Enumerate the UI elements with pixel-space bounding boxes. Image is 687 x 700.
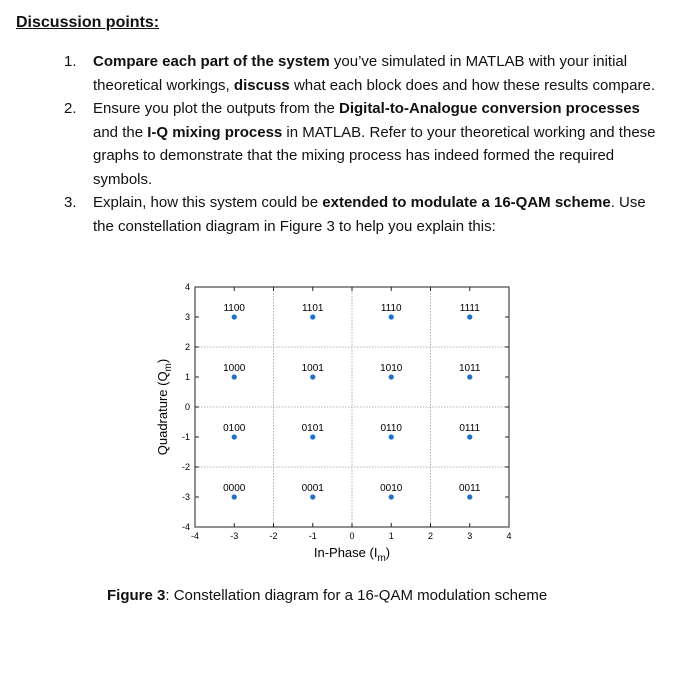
x-axis-label-close: ): [385, 545, 391, 560]
caption-label: Figure 3: [107, 587, 166, 604]
point-label: 1011: [458, 363, 481, 374]
constellation-point: [467, 434, 472, 439]
point-text: you’ve simulated in MATLAB with your initial theoretical workings,: [93, 53, 628, 94]
figure-caption: [107, 587, 547, 604]
point-text-bold: extended to modulate a 16-QAM scheme: [322, 194, 611, 211]
point-text: and the: [93, 123, 148, 141]
point-label: 0101: [301, 423, 324, 434]
y-tick-label: -1: [181, 432, 190, 442]
constellation-point: [310, 314, 315, 319]
x-tick-label: -2: [269, 531, 278, 541]
y-axis-label-sub: m: [163, 363, 174, 372]
constellation-point: [310, 494, 315, 499]
discussion-point-1: [64, 50, 664, 97]
discussion-heading: Discussion points:: [16, 14, 160, 31]
point-text-bold: I-Q mixing process: [147, 123, 283, 141]
point-label: 1100: [223, 303, 246, 314]
constellation-point: [232, 434, 237, 439]
constellation-point: [232, 494, 237, 499]
point-label: 0001: [301, 483, 324, 494]
constellation-diagram: [150, 275, 520, 575]
constellation-point: [232, 374, 237, 379]
constellation-point: [389, 314, 394, 319]
constellation-point: [389, 374, 394, 379]
point-label: 1001: [301, 363, 324, 374]
discussion-points-list: [64, 50, 664, 238]
point-label: 0111: [459, 423, 481, 434]
x-tick-label: 4: [506, 531, 512, 541]
y-tick-label: -3: [181, 492, 190, 502]
point-text-bold: Digital-to-Analogue conversion processes: [338, 100, 640, 117]
point-text-bold: discuss: [233, 76, 290, 94]
point-number: 2.: [64, 100, 77, 117]
y-tick-label: 3: [184, 312, 190, 322]
point-number: 1.: [64, 53, 77, 70]
point-text: in MATLAB. Refer to your theoretical working and these graphs to demonstrate that the mixing process has indeed formed the required symbols.: [93, 123, 656, 188]
point-label: 0000: [223, 483, 246, 494]
y-axis-label-close: ): [155, 358, 170, 364]
point-label: 0010: [380, 483, 403, 494]
x-tick-label: -1: [308, 531, 317, 541]
constellation-point: [232, 314, 237, 319]
point-label: 0100: [223, 423, 246, 434]
y-axis-label: [155, 359, 174, 456]
constellation-point: [467, 494, 472, 499]
point-label: 1000: [223, 363, 246, 374]
point-text-bold: Compare each part of the system: [93, 53, 330, 70]
point-text: . Use the constellation diagram in Figure 3 to help you explain this:: [93, 194, 646, 235]
discussion-point-3: [64, 191, 664, 238]
x-tick-label: -4: [190, 531, 200, 541]
point-label: 1111: [459, 303, 480, 314]
point-label: 0011: [458, 483, 481, 494]
constellation-point: [467, 374, 472, 379]
point-label: 0110: [380, 423, 403, 434]
discussion-point-2: [64, 97, 664, 191]
y-tick-label: 4: [184, 282, 190, 292]
x-tick-label: 1: [388, 531, 394, 541]
x-tick-label: 2: [427, 531, 434, 541]
caption-text: : Constellation diagram for a 16-QAM modulation scheme: [165, 587, 548, 604]
point-label: 1110: [380, 303, 402, 314]
point-text: Explain, how this system could be: [93, 194, 323, 211]
y-tick-label: 2: [184, 342, 190, 352]
y-tick-label: 0: [184, 402, 190, 412]
x-axis-label-sub: m: [377, 553, 386, 564]
y-axis-label-main: Quadrature (Q: [155, 371, 170, 456]
constellation-point: [310, 374, 315, 379]
x-tick-label: -3: [230, 531, 239, 541]
constellation-point: [389, 434, 394, 439]
constellation-point: [389, 494, 394, 499]
x-tick-label: 0: [349, 531, 355, 541]
y-tick-label: 1: [184, 372, 190, 382]
x-axis-label-main: In-Phase (I: [313, 545, 378, 560]
y-tick-label: -2: [181, 462, 190, 472]
point-number: 3.: [64, 194, 77, 211]
point-label: 1010: [380, 363, 403, 374]
point-text: Ensure you plot the outputs from the: [93, 100, 339, 117]
y-tick-label: -4: [181, 522, 190, 532]
x-tick-label: 3: [467, 531, 473, 541]
constellation-point: [310, 434, 315, 439]
constellation-point: [467, 314, 472, 319]
point-text: what each block does and how these results compare.: [289, 76, 655, 94]
point-label: 1101: [301, 303, 324, 314]
x-axis-label: [314, 545, 390, 564]
